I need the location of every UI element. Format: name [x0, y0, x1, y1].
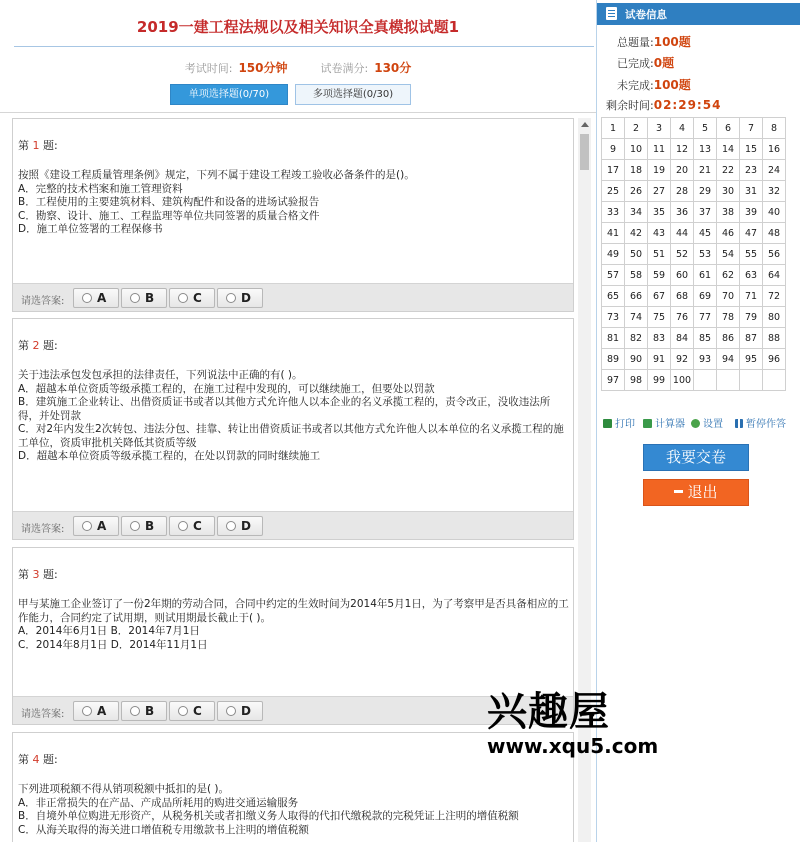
question-number-cell[interactable]: 39 [740, 202, 763, 223]
question-card [12, 318, 574, 540]
question-option-text: A．完整的技术档案和施工管理资料 [18, 182, 183, 195]
question-option-text: A．非正常损失的在产品、产成品所耗用的购进交通运输服务 [18, 796, 299, 809]
question-number-cell[interactable]: 56 [763, 244, 786, 265]
radio-icon[interactable] [178, 521, 188, 531]
question-number-cell[interactable]: 80 [763, 307, 786, 328]
question-number-cell[interactable]: 63 [740, 265, 763, 286]
tabs-divider [0, 112, 596, 113]
option-letter: C [193, 291, 202, 305]
question-number: 3 [32, 568, 40, 581]
question-number-cell[interactable]: 53 [694, 244, 717, 265]
question-stem: 甲与某施工企业签订了一份2年期的劳动合同，合同中约定的生效时间为2014年5月1日，为了考察甲是否具备相应的工作能力，合同约定了试用期，则试用期最长截止于( )。 [18, 598, 569, 624]
question-number-cell[interactable]: 90 [625, 349, 648, 370]
done-label: 已完成: [617, 57, 654, 70]
empty-cell [763, 370, 786, 391]
question-number-cell[interactable]: 49 [602, 244, 625, 265]
answer-option-c[interactable] [169, 288, 215, 308]
answer-bar [13, 511, 573, 539]
question-number-cell[interactable]: 23 [740, 160, 763, 181]
option-letter: D [241, 519, 251, 533]
radio-icon[interactable] [82, 521, 92, 531]
question-number-cell[interactable]: 65 [602, 286, 625, 307]
answer-option-a[interactable] [73, 701, 119, 721]
tab-single-choice[interactable]: 单项选择题(0/70) [170, 84, 288, 105]
exit-label: 退出 [687, 483, 718, 501]
panel-header [597, 3, 800, 25]
question-number-cell[interactable]: 13 [694, 139, 717, 160]
question-title: 第 2 题: [18, 339, 58, 352]
question-title: 第 1 题: [18, 139, 58, 152]
answer-option-c[interactable] [169, 516, 215, 536]
question-title: 第 3 题: [18, 568, 58, 581]
question-number-cell[interactable]: 21 [694, 160, 717, 181]
option-letter: C [193, 519, 202, 533]
question-option-text: C．勘察、设计、施工、工程监理等单位共同签署的质量合格文件 [18, 209, 320, 222]
question-number-cell[interactable]: 61 [694, 265, 717, 286]
option-letter: A [97, 704, 107, 718]
radio-icon[interactable] [226, 706, 236, 716]
option-letter: B [145, 291, 155, 305]
question-number-cell[interactable]: 9 [602, 139, 625, 160]
option-letter: D [241, 291, 251, 305]
scroll-up-icon[interactable] [581, 122, 589, 127]
question-text [18, 783, 570, 837]
question-number-cell[interactable]: 85 [694, 328, 717, 349]
question-number-cell[interactable]: 50 [625, 244, 648, 265]
watermark [487, 680, 667, 760]
total-stat [617, 33, 691, 50]
question-number-cell[interactable]: 45 [694, 223, 717, 244]
question-number-cell[interactable]: 33 [602, 202, 625, 223]
answer-option-d[interactable] [217, 701, 263, 721]
question-option-text: A．2014年6月1日 B．2014年7月1日 [18, 625, 200, 637]
question-option-text: C．从海关取得的海关进口增值税专用缴款书上注明的增值税额 [18, 823, 309, 836]
question-title: 第 4 题: [18, 753, 58, 766]
question-number-cell[interactable]: 60 [671, 265, 694, 286]
option-letter: C [193, 704, 202, 718]
answer-label: 请选答案: [21, 524, 65, 535]
question-number-cell[interactable]: 26 [625, 181, 648, 202]
answer-option-a[interactable] [73, 516, 119, 536]
question-number-cell[interactable]: 29 [694, 181, 717, 202]
done-stat [617, 54, 674, 71]
done-value: 0题 [653, 56, 675, 70]
question-number-cell[interactable]: 93 [694, 349, 717, 370]
score-label: 试卷满分: [320, 62, 369, 75]
remaining-time [606, 97, 721, 113]
question-number-cell[interactable]: 84 [671, 328, 694, 349]
question-number-cell[interactable]: 47 [740, 223, 763, 244]
question-number-cell[interactable]: 8 [763, 118, 786, 139]
question-number-cell[interactable]: 69 [694, 286, 717, 307]
question-number-cell[interactable]: 30 [717, 181, 740, 202]
question-text [18, 169, 570, 237]
question-number-cell[interactable]: 76 [671, 307, 694, 328]
question-option-text: D．超越本单位资质等级承揽工程的，在处以罚款的同时继续施工 [18, 450, 321, 462]
question-number-cell[interactable]: 52 [671, 244, 694, 265]
question-number-cell[interactable]: 91 [648, 349, 671, 370]
pause-label: 暂停作答 [746, 419, 786, 430]
question-number-cell[interactable]: 72 [763, 286, 786, 307]
total-label: 总题量: [617, 36, 654, 49]
print-button[interactable] [603, 415, 635, 430]
empty-cell [694, 370, 717, 391]
question-number-cell[interactable]: 31 [740, 181, 763, 202]
answer-option-b[interactable] [121, 288, 167, 308]
question-text [18, 369, 570, 464]
question-number-cell[interactable]: 34 [625, 202, 648, 223]
question-number-cell[interactable]: 97 [602, 370, 625, 391]
calculator-icon [643, 419, 652, 428]
question-stem: 按照《建设工程质量管理条例》规定，下列不属于建设工程竣工验收必备条件的是()。 [18, 169, 415, 181]
watermark-logo: 兴趣屋 [487, 689, 610, 735]
question-number-cell[interactable]: 17 [602, 160, 625, 181]
question-number-cell[interactable]: 100 [671, 370, 694, 391]
question-number-cell[interactable]: 59 [648, 265, 671, 286]
radio-icon[interactable] [178, 293, 188, 303]
question-stem: 下列进项税额不得从销项税额中抵扣的是( )。 [18, 783, 230, 795]
print-label: 打印 [615, 419, 635, 430]
question-number-cell[interactable]: 35 [648, 202, 671, 223]
question-number-cell[interactable]: 86 [717, 328, 740, 349]
question-number-cell[interactable]: 95 [740, 349, 763, 370]
question-number-cell[interactable]: 22 [717, 160, 740, 181]
question-number: 4 [32, 753, 40, 766]
question-number-cell[interactable]: 4 [671, 118, 694, 139]
total-value: 100题 [653, 35, 691, 49]
question-number-cell[interactable]: 94 [717, 349, 740, 370]
question-number-cell[interactable]: 58 [625, 265, 648, 286]
question-number-cell[interactable]: 57 [602, 265, 625, 286]
empty-cell [740, 370, 763, 391]
answer-option-a[interactable] [73, 288, 119, 308]
calculator-button[interactable] [643, 415, 685, 430]
question-number-cell[interactable]: 19 [648, 160, 671, 181]
question-option-text: C．2014年8月1日 D．2014年11月1日 [18, 638, 208, 651]
question-number-cell[interactable]: 67 [648, 286, 671, 307]
option-letter: B [145, 519, 155, 533]
radio-icon[interactable] [82, 706, 92, 716]
pause-button[interactable] [735, 415, 786, 430]
question-number-cell[interactable]: 5 [694, 118, 717, 139]
question-number-cell[interactable]: 3 [648, 118, 671, 139]
option-letter: D [241, 704, 251, 718]
question-number-cell[interactable]: 92 [671, 349, 694, 370]
question-number-cell[interactable]: 70 [717, 286, 740, 307]
time-value: 150分钟 [238, 61, 288, 75]
question-number-cell[interactable]: 14 [717, 139, 740, 160]
answer-option-d[interactable] [217, 288, 263, 308]
question-number-cell[interactable]: 75 [648, 307, 671, 328]
remaining-label: 剩余时间: [606, 99, 654, 112]
option-letter: A [97, 291, 107, 305]
page-title: 2019一建工程法规以及相关知识全真模拟试题1 [136, 18, 460, 36]
minus-icon [674, 490, 683, 493]
question-number-cell[interactable]: 87 [740, 328, 763, 349]
question-number-cell[interactable]: 55 [740, 244, 763, 265]
question-number-cell[interactable]: 68 [671, 286, 694, 307]
question-number-cell[interactable]: 46 [717, 223, 740, 244]
question-option-text: B．工程使用的主要建筑材料、建筑构配件和设备的进场试验报告 [18, 196, 320, 208]
radio-icon[interactable] [130, 521, 140, 531]
question-number-cell[interactable]: 78 [717, 307, 740, 328]
option-letter: B [145, 704, 155, 718]
radio-icon[interactable] [226, 293, 236, 303]
question-number-cell[interactable]: 99 [648, 370, 671, 391]
answer-option-b[interactable] [121, 516, 167, 536]
question-number-cell[interactable]: 2 [625, 118, 648, 139]
question-number-cell[interactable]: 27 [648, 181, 671, 202]
question-number-cell[interactable]: 11 [648, 139, 671, 160]
question-number-cell[interactable]: 81 [602, 328, 625, 349]
answer-option-d[interactable] [217, 516, 263, 536]
question-text [18, 598, 570, 652]
question-option-text: C．对2年内发生2次转包、违法分包、挂靠、转让出借资质证书或者以其他方式允许他人以本单位的名义承揽工程的施工单位，资质审批机关降低其资质等级 [18, 423, 564, 449]
question-number: 2 [32, 339, 40, 352]
question-number-cell[interactable]: 32 [763, 181, 786, 202]
question-number-cell[interactable]: 40 [763, 202, 786, 223]
question-stem: 关于违法承包发包承担的法律责任，下列说法中正确的有( )。 [18, 369, 303, 381]
question-number-cell[interactable]: 44 [671, 223, 694, 244]
question-number-cell[interactable]: 79 [740, 307, 763, 328]
question-number-cell[interactable]: 25 [602, 181, 625, 202]
question-number-cell[interactable]: 62 [717, 265, 740, 286]
question-number-cell[interactable]: 38 [717, 202, 740, 223]
watermark-url: www.xqu5.com [487, 734, 659, 758]
question-number-cell[interactable]: 12 [671, 139, 694, 160]
question-number-grid [601, 117, 786, 391]
undone-stat [617, 76, 691, 93]
question-number-cell[interactable]: 71 [740, 286, 763, 307]
question-option-text: D．施工单位签署的工程保修书 [18, 223, 163, 235]
gear-icon [691, 419, 700, 428]
question-number-cell[interactable]: 37 [694, 202, 717, 223]
question-number-cell[interactable]: 1 [602, 118, 625, 139]
title-divider [14, 46, 594, 47]
option-letter: A [97, 519, 107, 533]
settings-label: 设置 [703, 419, 723, 430]
pause-icon [735, 419, 743, 428]
score-value: 130分 [374, 61, 412, 75]
question-number-cell[interactable]: 42 [625, 223, 648, 244]
radio-icon[interactable] [178, 706, 188, 716]
question-card [12, 118, 574, 312]
question-number-cell[interactable]: 98 [625, 370, 648, 391]
question-number-cell[interactable]: 83 [648, 328, 671, 349]
question-number-cell[interactable]: 66 [625, 286, 648, 307]
exam-meta [0, 59, 596, 76]
radio-icon[interactable] [130, 293, 140, 303]
question-number-cell[interactable]: 96 [763, 349, 786, 370]
panel-header-label: 试卷信息 [625, 9, 667, 21]
answer-bar [13, 283, 573, 311]
question-number-cell[interactable]: 88 [763, 328, 786, 349]
undone-value: 100题 [653, 78, 691, 92]
question-number-cell[interactable]: 74 [625, 307, 648, 328]
document-icon [606, 7, 617, 20]
print-icon [603, 419, 612, 428]
question-number-cell[interactable]: 24 [763, 160, 786, 181]
question-number-cell[interactable]: 48 [763, 223, 786, 244]
undone-label: 未完成: [617, 79, 654, 92]
remaining-value: 02:29:54 [653, 98, 722, 112]
question-number-cell[interactable]: 10 [625, 139, 648, 160]
scroll-thumb[interactable] [580, 134, 589, 170]
question-option-text: A．超越本单位资质等级承揽工程的，在施工过程中发现的，可以继续施工，但要处以罚款 [18, 382, 435, 395]
time-label: 考试时间: [184, 62, 233, 75]
question-number-cell[interactable]: 20 [671, 160, 694, 181]
empty-cell [717, 370, 740, 391]
question-number: 1 [32, 139, 40, 152]
answer-label: 请选答案: [21, 709, 65, 720]
radio-icon[interactable] [226, 521, 236, 531]
radio-icon[interactable] [130, 706, 140, 716]
question-number-cell[interactable]: 77 [694, 307, 717, 328]
settings-button[interactable] [691, 415, 723, 430]
question-number-cell[interactable]: 51 [648, 244, 671, 265]
question-number-cell[interactable]: 16 [763, 139, 786, 160]
answer-option-c[interactable] [169, 701, 215, 721]
question-number-cell[interactable]: 54 [717, 244, 740, 265]
question-number-cell[interactable]: 28 [671, 181, 694, 202]
submit-exam-button[interactable]: 我要交卷 [643, 444, 749, 471]
radio-icon[interactable] [82, 293, 92, 303]
question-number-cell[interactable]: 82 [625, 328, 648, 349]
exit-button[interactable] [643, 479, 749, 506]
tab-multiple-choice[interactable]: 多项选择题(0/30) [295, 84, 411, 105]
question-option-text: B．自境外单位购进无形资产，从税务机关或者扣缴义务人取得的代扣代缴税款的完税凭证上注明的增值税额 [18, 810, 519, 822]
question-number-cell[interactable]: 41 [602, 223, 625, 244]
question-number-cell[interactable]: 73 [602, 307, 625, 328]
question-option-text: B．建筑施工企业转让、出借资质证书或者以其他方式允许他人以本企业的名义承揽工程的，责令改正，没收违法所得，并处罚款 [18, 396, 551, 422]
answer-label: 请选答案: [21, 296, 65, 307]
question-number-cell[interactable]: 18 [625, 160, 648, 181]
question-number-cell[interactable]: 15 [740, 139, 763, 160]
question-number-cell[interactable]: 36 [671, 202, 694, 223]
question-number-cell[interactable]: 6 [717, 118, 740, 139]
question-number-cell[interactable]: 89 [602, 349, 625, 370]
question-number-cell[interactable]: 64 [763, 265, 786, 286]
question-number-cell[interactable]: 7 [740, 118, 763, 139]
answer-option-b[interactable] [121, 701, 167, 721]
question-number-cell[interactable]: 43 [648, 223, 671, 244]
calculator-label: 计算器 [655, 419, 685, 430]
